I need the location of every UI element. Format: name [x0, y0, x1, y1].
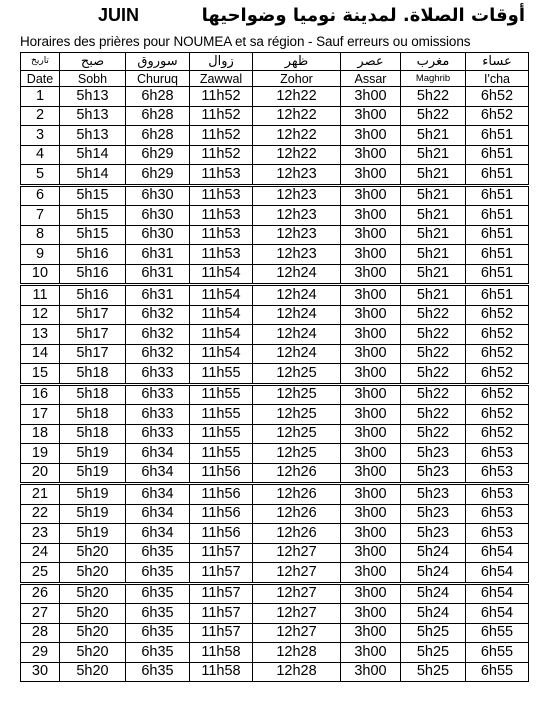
table-row	[21, 87, 529, 107]
table-row	[21, 662, 529, 682]
churuq-cell: 6h34	[126, 524, 190, 544]
sobh-cell: 5h17	[60, 344, 126, 364]
sobh-cell: 5h13	[60, 87, 126, 107]
day-cell: 14	[21, 344, 60, 364]
zohor-cell: 12h24	[253, 264, 341, 285]
assar-cell: 3h00	[341, 264, 401, 285]
day-cell: 9	[21, 245, 60, 265]
assar-cell: 3h00	[341, 285, 401, 306]
table-row	[21, 325, 529, 345]
sobh-cell: 5h18	[60, 364, 126, 385]
day-cell: 13	[21, 325, 60, 345]
churuq-cell: 6h34	[126, 504, 190, 524]
sobh-cell: 5h17	[60, 305, 126, 325]
icha-cell: 6h51	[466, 185, 529, 206]
churuq-cell: 6h34	[126, 463, 190, 484]
churuq-cell: 6h30	[126, 185, 190, 206]
zohor-cell: 12h24	[253, 305, 341, 325]
sobh-cell: 5h20	[60, 604, 126, 624]
zawwal-cell: 11h57	[190, 543, 253, 563]
table-row	[21, 504, 529, 524]
assar-cell: 3h00	[341, 524, 401, 544]
churuq-cell: 6h34	[126, 484, 190, 505]
day-cell: 11	[21, 285, 60, 306]
zawwal-cell: 11h56	[190, 504, 253, 524]
col-header-zawwal: Zawwal	[190, 71, 253, 87]
col-header-ar-sobh: صبح	[60, 53, 126, 71]
assar-cell: 3h00	[341, 484, 401, 505]
zawwal-cell: 11h55	[190, 424, 253, 444]
maghrib-cell: 5h25	[401, 643, 466, 663]
zohor-cell: 12h25	[253, 444, 341, 464]
zawwal-cell: 11h52	[190, 145, 253, 165]
day-cell: 30	[21, 662, 60, 682]
icha-cell: 6h51	[466, 165, 529, 186]
zawwal-cell: 11h54	[190, 325, 253, 345]
zohor-cell: 12h26	[253, 463, 341, 484]
assar-cell: 3h00	[341, 364, 401, 385]
day-cell: 12	[21, 305, 60, 325]
churuq-cell: 6h35	[126, 662, 190, 682]
icha-cell: 6h53	[466, 463, 529, 484]
col-header-sobh: Sobh	[60, 71, 126, 87]
zohor-cell: 12h25	[253, 424, 341, 444]
churuq-cell: 6h35	[126, 563, 190, 584]
maghrib-cell: 5h21	[401, 126, 466, 146]
assar-cell: 3h00	[341, 384, 401, 405]
day-cell: 27	[21, 604, 60, 624]
table-row	[21, 126, 529, 146]
maghrib-cell: 5h22	[401, 364, 466, 385]
churuq-cell: 6h33	[126, 384, 190, 405]
assar-cell: 3h00	[341, 604, 401, 624]
icha-cell: 6h54	[466, 604, 529, 624]
maghrib-cell: 5h23	[401, 504, 466, 524]
table-row	[21, 364, 529, 385]
icha-cell: 6h51	[466, 145, 529, 165]
title-row	[0, 0, 547, 32]
icha-cell: 6h51	[466, 264, 529, 285]
icha-cell: 6h54	[466, 543, 529, 563]
sobh-cell: 5h20	[60, 543, 126, 563]
zawwal-cell: 11h56	[190, 463, 253, 484]
maghrib-cell: 5h21	[401, 185, 466, 206]
icha-cell: 6h51	[466, 206, 529, 226]
header-row-latin	[21, 71, 529, 87]
table-row	[21, 563, 529, 584]
day-cell: 26	[21, 583, 60, 604]
maghrib-cell: 5h24	[401, 583, 466, 604]
zohor-cell: 12h25	[253, 405, 341, 425]
maghrib-cell: 5h25	[401, 623, 466, 643]
zohor-cell: 12h23	[253, 245, 341, 265]
churuq-cell: 6h30	[126, 206, 190, 226]
maghrib-cell: 5h22	[401, 87, 466, 107]
churuq-cell: 6h28	[126, 106, 190, 126]
table-row	[21, 245, 529, 265]
assar-cell: 3h00	[341, 444, 401, 464]
zohor-cell: 12h27	[253, 623, 341, 643]
zohor-cell: 12h28	[253, 643, 341, 663]
assar-cell: 3h00	[341, 305, 401, 325]
assar-cell: 3h00	[341, 325, 401, 345]
zawwal-cell: 11h53	[190, 245, 253, 265]
assar-cell: 3h00	[341, 245, 401, 265]
zawwal-cell: 11h52	[190, 126, 253, 146]
icha-cell: 6h51	[466, 245, 529, 265]
churuq-cell: 6h28	[126, 87, 190, 107]
table-row	[21, 524, 529, 544]
maghrib-cell: 5h21	[401, 145, 466, 165]
zawwal-cell: 11h55	[190, 384, 253, 405]
zawwal-cell: 11h53	[190, 165, 253, 186]
sobh-cell: 5h15	[60, 206, 126, 226]
zawwal-cell: 11h57	[190, 563, 253, 584]
zohor-cell: 12h24	[253, 325, 341, 345]
day-cell: 4	[21, 145, 60, 165]
day-cell: 2	[21, 106, 60, 126]
churuq-cell: 6h28	[126, 126, 190, 146]
sobh-cell: 5h18	[60, 424, 126, 444]
day-cell: 19	[21, 444, 60, 464]
churuq-cell: 6h29	[126, 165, 190, 186]
arabic-title: أوقات الصلاة. لمدينة نوميا وضواحيها	[201, 5, 525, 26]
assar-cell: 3h00	[341, 87, 401, 107]
churuq-cell: 6h30	[126, 225, 190, 245]
table-row	[21, 165, 529, 186]
zawwal-cell: 11h58	[190, 662, 253, 682]
assar-cell: 3h00	[341, 583, 401, 604]
zohor-cell: 12h23	[253, 165, 341, 186]
sobh-cell: 5h19	[60, 504, 126, 524]
assar-cell: 3h00	[341, 405, 401, 425]
sobh-cell: 5h16	[60, 245, 126, 265]
sobh-cell: 5h17	[60, 325, 126, 345]
sobh-cell: 5h14	[60, 145, 126, 165]
maghrib-cell: 5h22	[401, 405, 466, 425]
col-header-icha: I'cha	[466, 71, 529, 87]
icha-cell: 6h52	[466, 325, 529, 345]
maghrib-cell: 5h22	[401, 305, 466, 325]
day-cell: 17	[21, 405, 60, 425]
col-header-ar-zohor: ظهر	[253, 53, 341, 71]
maghrib-cell: 5h23	[401, 463, 466, 484]
maghrib-cell: 5h21	[401, 206, 466, 226]
assar-cell: 3h00	[341, 463, 401, 484]
day-cell: 29	[21, 643, 60, 663]
table-row	[21, 623, 529, 643]
zawwal-cell: 11h54	[190, 285, 253, 306]
assar-cell: 3h00	[341, 106, 401, 126]
icha-cell: 6h52	[466, 384, 529, 405]
zawwal-cell: 11h53	[190, 206, 253, 226]
churuq-cell: 6h33	[126, 364, 190, 385]
churuq-cell: 6h29	[126, 145, 190, 165]
zohor-cell: 12h22	[253, 126, 341, 146]
sobh-cell: 5h13	[60, 106, 126, 126]
maghrib-cell: 5h22	[401, 424, 466, 444]
assar-cell: 3h00	[341, 185, 401, 206]
icha-cell: 6h51	[466, 285, 529, 306]
header-row-arabic	[21, 53, 529, 71]
sobh-cell: 5h19	[60, 484, 126, 505]
col-header-assar: Assar	[341, 71, 401, 87]
zohor-cell: 12h23	[253, 225, 341, 245]
col-header-date: Date	[21, 71, 60, 87]
icha-cell: 6h54	[466, 563, 529, 584]
day-cell: 20	[21, 463, 60, 484]
month-title: JUIN	[98, 5, 140, 25]
table-row	[21, 583, 529, 604]
maghrib-cell: 5h23	[401, 484, 466, 505]
zawwal-cell: 11h52	[190, 106, 253, 126]
assar-cell: 3h00	[341, 543, 401, 563]
table-row	[21, 604, 529, 624]
zawwal-cell: 11h56	[190, 524, 253, 544]
subtitle: Horaires des prières pour NOUMEA et sa région - Sauf erreurs ou omissions	[20, 34, 471, 49]
icha-cell: 6h53	[466, 504, 529, 524]
sobh-cell: 5h15	[60, 185, 126, 206]
sobh-cell: 5h19	[60, 444, 126, 464]
churuq-cell: 6h31	[126, 285, 190, 306]
table-row	[21, 405, 529, 425]
assar-cell: 3h00	[341, 344, 401, 364]
zohor-cell: 12h27	[253, 563, 341, 584]
table-row	[21, 185, 529, 206]
zawwal-cell: 11h57	[190, 583, 253, 604]
zohor-cell: 12h22	[253, 87, 341, 107]
maghrib-cell: 5h23	[401, 444, 466, 464]
churuq-cell: 6h32	[126, 325, 190, 345]
zohor-cell: 12h26	[253, 484, 341, 505]
zawwal-cell: 11h55	[190, 364, 253, 385]
icha-cell: 6h52	[466, 344, 529, 364]
sobh-cell: 5h16	[60, 285, 126, 306]
assar-cell: 3h00	[341, 623, 401, 643]
col-header-maghrib: Maghrib	[401, 71, 466, 87]
table-body	[21, 53, 529, 682]
zawwal-cell: 11h52	[190, 87, 253, 107]
maghrib-cell: 5h25	[401, 662, 466, 682]
icha-cell: 6h54	[466, 583, 529, 604]
zohor-cell: 12h23	[253, 185, 341, 206]
churuq-cell: 6h31	[126, 264, 190, 285]
maghrib-cell: 5h22	[401, 384, 466, 405]
churuq-cell: 6h35	[126, 643, 190, 663]
day-cell: 23	[21, 524, 60, 544]
zawwal-cell: 11h54	[190, 344, 253, 364]
assar-cell: 3h00	[341, 563, 401, 584]
churuq-cell: 6h35	[126, 604, 190, 624]
icha-cell: 6h52	[466, 305, 529, 325]
day-cell: 8	[21, 225, 60, 245]
zohor-cell: 12h24	[253, 285, 341, 306]
day-cell: 15	[21, 364, 60, 385]
churuq-cell: 6h31	[126, 245, 190, 265]
icha-cell: 6h51	[466, 225, 529, 245]
churuq-cell: 6h34	[126, 444, 190, 464]
zawwal-cell: 11h55	[190, 405, 253, 425]
table-row	[21, 344, 529, 364]
zawwal-cell: 11h57	[190, 623, 253, 643]
icha-cell: 6h55	[466, 623, 529, 643]
zawwal-cell: 11h55	[190, 444, 253, 464]
zohor-cell: 12h22	[253, 145, 341, 165]
day-cell: 24	[21, 543, 60, 563]
churuq-cell: 6h33	[126, 405, 190, 425]
icha-cell: 6h55	[466, 643, 529, 663]
assar-cell: 3h00	[341, 145, 401, 165]
zohor-cell: 12h26	[253, 524, 341, 544]
col-header-ar-churuq: سوروق	[126, 53, 190, 71]
sobh-cell: 5h20	[60, 583, 126, 604]
sobh-cell: 5h18	[60, 405, 126, 425]
zohor-cell: 12h27	[253, 604, 341, 624]
assar-cell: 3h00	[341, 643, 401, 663]
churuq-cell: 6h35	[126, 583, 190, 604]
zawwal-cell: 11h53	[190, 185, 253, 206]
table-row	[21, 424, 529, 444]
table-row	[21, 484, 529, 505]
day-cell: 22	[21, 504, 60, 524]
day-cell: 28	[21, 623, 60, 643]
col-header-ar-assar: عصر	[341, 53, 401, 71]
zohor-cell: 12h28	[253, 662, 341, 682]
zawwal-cell: 11h54	[190, 264, 253, 285]
maghrib-cell: 5h21	[401, 264, 466, 285]
table-row	[21, 206, 529, 226]
sobh-cell: 5h20	[60, 563, 126, 584]
churuq-cell: 6h33	[126, 424, 190, 444]
icha-cell: 6h55	[466, 662, 529, 682]
maghrib-cell: 5h24	[401, 604, 466, 624]
table-row	[21, 384, 529, 405]
day-cell: 1	[21, 87, 60, 107]
assar-cell: 3h00	[341, 126, 401, 146]
icha-cell: 6h53	[466, 484, 529, 505]
zawwal-cell: 11h57	[190, 604, 253, 624]
sobh-cell: 5h20	[60, 662, 126, 682]
icha-cell: 6h52	[466, 405, 529, 425]
icha-cell: 6h52	[466, 106, 529, 126]
icha-cell: 6h52	[466, 364, 529, 385]
day-cell: 7	[21, 206, 60, 226]
assar-cell: 3h00	[341, 424, 401, 444]
col-header-ar-zawwal: زوال	[190, 53, 253, 71]
day-cell: 3	[21, 126, 60, 146]
day-cell: 25	[21, 563, 60, 584]
zawwal-cell: 11h54	[190, 305, 253, 325]
sobh-cell: 5h15	[60, 225, 126, 245]
maghrib-cell: 5h23	[401, 524, 466, 544]
day-cell: 10	[21, 264, 60, 285]
sobh-cell: 5h14	[60, 165, 126, 186]
zawwal-cell: 11h53	[190, 225, 253, 245]
assar-cell: 3h00	[341, 225, 401, 245]
sobh-cell: 5h20	[60, 643, 126, 663]
zohor-cell: 12h27	[253, 583, 341, 604]
assar-cell: 3h00	[341, 662, 401, 682]
assar-cell: 3h00	[341, 206, 401, 226]
col-header-ar-maghrib: مغرب	[401, 53, 466, 71]
sobh-cell: 5h18	[60, 384, 126, 405]
zohor-cell: 12h27	[253, 543, 341, 563]
sobh-cell: 5h19	[60, 463, 126, 484]
maghrib-cell: 5h21	[401, 285, 466, 306]
zohor-cell: 12h23	[253, 206, 341, 226]
table-row	[21, 285, 529, 306]
churuq-cell: 6h32	[126, 305, 190, 325]
sobh-cell: 5h16	[60, 264, 126, 285]
maghrib-cell: 5h21	[401, 245, 466, 265]
sobh-cell: 5h19	[60, 524, 126, 544]
maghrib-cell: 5h24	[401, 563, 466, 584]
churuq-cell: 6h32	[126, 344, 190, 364]
icha-cell: 6h52	[466, 424, 529, 444]
maghrib-cell: 5h24	[401, 543, 466, 563]
icha-cell: 6h52	[466, 87, 529, 107]
maghrib-cell: 5h22	[401, 344, 466, 364]
col-header-zohor: Zohor	[253, 71, 341, 87]
table-row	[21, 264, 529, 285]
maghrib-cell: 5h22	[401, 325, 466, 345]
table-row	[21, 305, 529, 325]
col-header-ar-icha: عساء	[466, 53, 529, 71]
table-row	[21, 463, 529, 484]
col-header-churuq: Churuq	[126, 71, 190, 87]
icha-cell: 6h51	[466, 126, 529, 146]
assar-cell: 3h00	[341, 504, 401, 524]
table-row	[21, 643, 529, 663]
day-cell: 18	[21, 424, 60, 444]
table-row	[21, 543, 529, 563]
maghrib-cell: 5h22	[401, 106, 466, 126]
zohor-cell: 12h25	[253, 384, 341, 405]
zohor-cell: 12h26	[253, 504, 341, 524]
table-row	[21, 106, 529, 126]
zawwal-cell: 11h56	[190, 484, 253, 505]
maghrib-cell: 5h21	[401, 165, 466, 186]
maghrib-cell: 5h21	[401, 225, 466, 245]
day-cell: 5	[21, 165, 60, 186]
table-row	[21, 145, 529, 165]
assar-cell: 3h00	[341, 165, 401, 186]
sobh-cell: 5h20	[60, 623, 126, 643]
zawwal-cell: 11h58	[190, 643, 253, 663]
zohor-cell: 12h25	[253, 364, 341, 385]
prayer-times-table	[20, 52, 529, 682]
day-cell: 6	[21, 185, 60, 206]
churuq-cell: 6h35	[126, 623, 190, 643]
day-cell: 21	[21, 484, 60, 505]
icha-cell: 6h53	[466, 444, 529, 464]
churuq-cell: 6h35	[126, 543, 190, 563]
icha-cell: 6h53	[466, 524, 529, 544]
zohor-cell: 12h22	[253, 106, 341, 126]
day-cell: 16	[21, 384, 60, 405]
table-row	[21, 225, 529, 245]
sobh-cell: 5h13	[60, 126, 126, 146]
col-header-ar-date: تاريخ	[21, 53, 60, 71]
zohor-cell: 12h24	[253, 344, 341, 364]
table-row	[21, 444, 529, 464]
